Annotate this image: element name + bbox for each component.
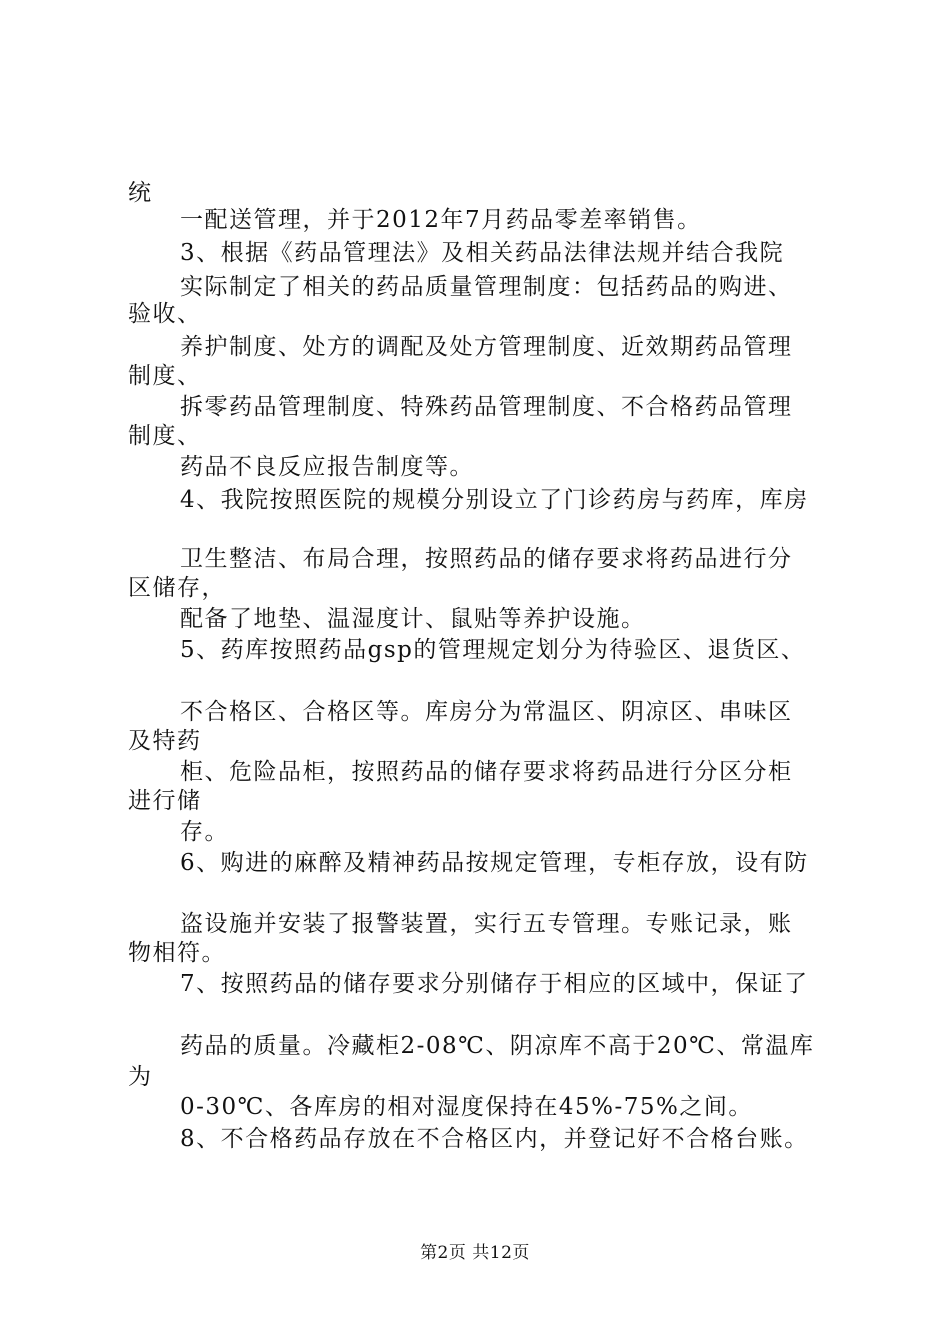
text-line: 7、按照药品的储存要求分别储存于相应的区域中，保证了 bbox=[180, 971, 809, 997]
text-line: 物相符。 bbox=[128, 940, 226, 966]
text-line: 制度、 bbox=[128, 423, 202, 449]
text-line: 及特药 bbox=[128, 728, 202, 754]
text-line: 进行储 bbox=[128, 788, 202, 814]
text-line: 药品不良反应报告制度等。 bbox=[180, 454, 474, 480]
text-line: 卫生整洁、布局合理，按照药品的储存要求将药品进行分 bbox=[180, 546, 793, 572]
text-line: 养护制度、处方的调配及处方管理制度、近效期药品管理 bbox=[180, 334, 793, 360]
text-line: 8、不合格药品存放在不合格区内，并登记好不合格台账。 bbox=[180, 1126, 809, 1152]
text-line: 药品的质量。冷藏柜2-08℃、阴凉库不高于20℃、常温库 bbox=[180, 1033, 815, 1059]
text-line: 统 bbox=[128, 180, 153, 206]
text-line: 0-30℃、各库房的相对湿度保持在45%-75%之间。 bbox=[180, 1094, 753, 1120]
text-line: 拆零药品管理制度、特殊药品管理制度、不合格药品管理 bbox=[180, 394, 793, 420]
text-line: 盗设施并安装了报警装置，实行五专管理。专账记录，账 bbox=[180, 911, 793, 937]
text-line: 3、根据《药品管理法》及相关药品法律法规并结合我院 bbox=[180, 240, 785, 266]
text-line: 4、我院按照医院的规模分别设立了门诊药房与药库，库房 bbox=[180, 487, 809, 513]
text-line: 验收、 bbox=[128, 301, 202, 327]
text-line: 区储存， bbox=[128, 575, 226, 601]
text-line: 6、购进的麻醉及精神药品按规定管理，专柜存放，设有防 bbox=[180, 850, 809, 876]
text-line: 制度、 bbox=[128, 363, 202, 389]
text-line: 5、药库按照药品gsp的管理规定划分为待验区、退货区、 bbox=[180, 637, 806, 663]
text-line: 为 bbox=[128, 1064, 153, 1090]
text-line: 一配送管理，并于2012年7月药品零差率销售。 bbox=[180, 207, 702, 233]
text-line: 实际制定了相关的药品质量管理制度：包括药品的购进、 bbox=[180, 274, 793, 300]
text-line: 配备了地垫、温湿度计、鼠贴等养护设施。 bbox=[180, 606, 646, 632]
page-number-footer: 第2页 共12页 bbox=[420, 1243, 530, 1263]
text-line: 存。 bbox=[180, 819, 229, 845]
text-line: 柜、危险品柜，按照药品的储存要求将药品进行分区分柜 bbox=[180, 759, 793, 785]
text-line: 不合格区、合格区等。库房分为常温区、阴凉区、串味区 bbox=[180, 699, 793, 725]
